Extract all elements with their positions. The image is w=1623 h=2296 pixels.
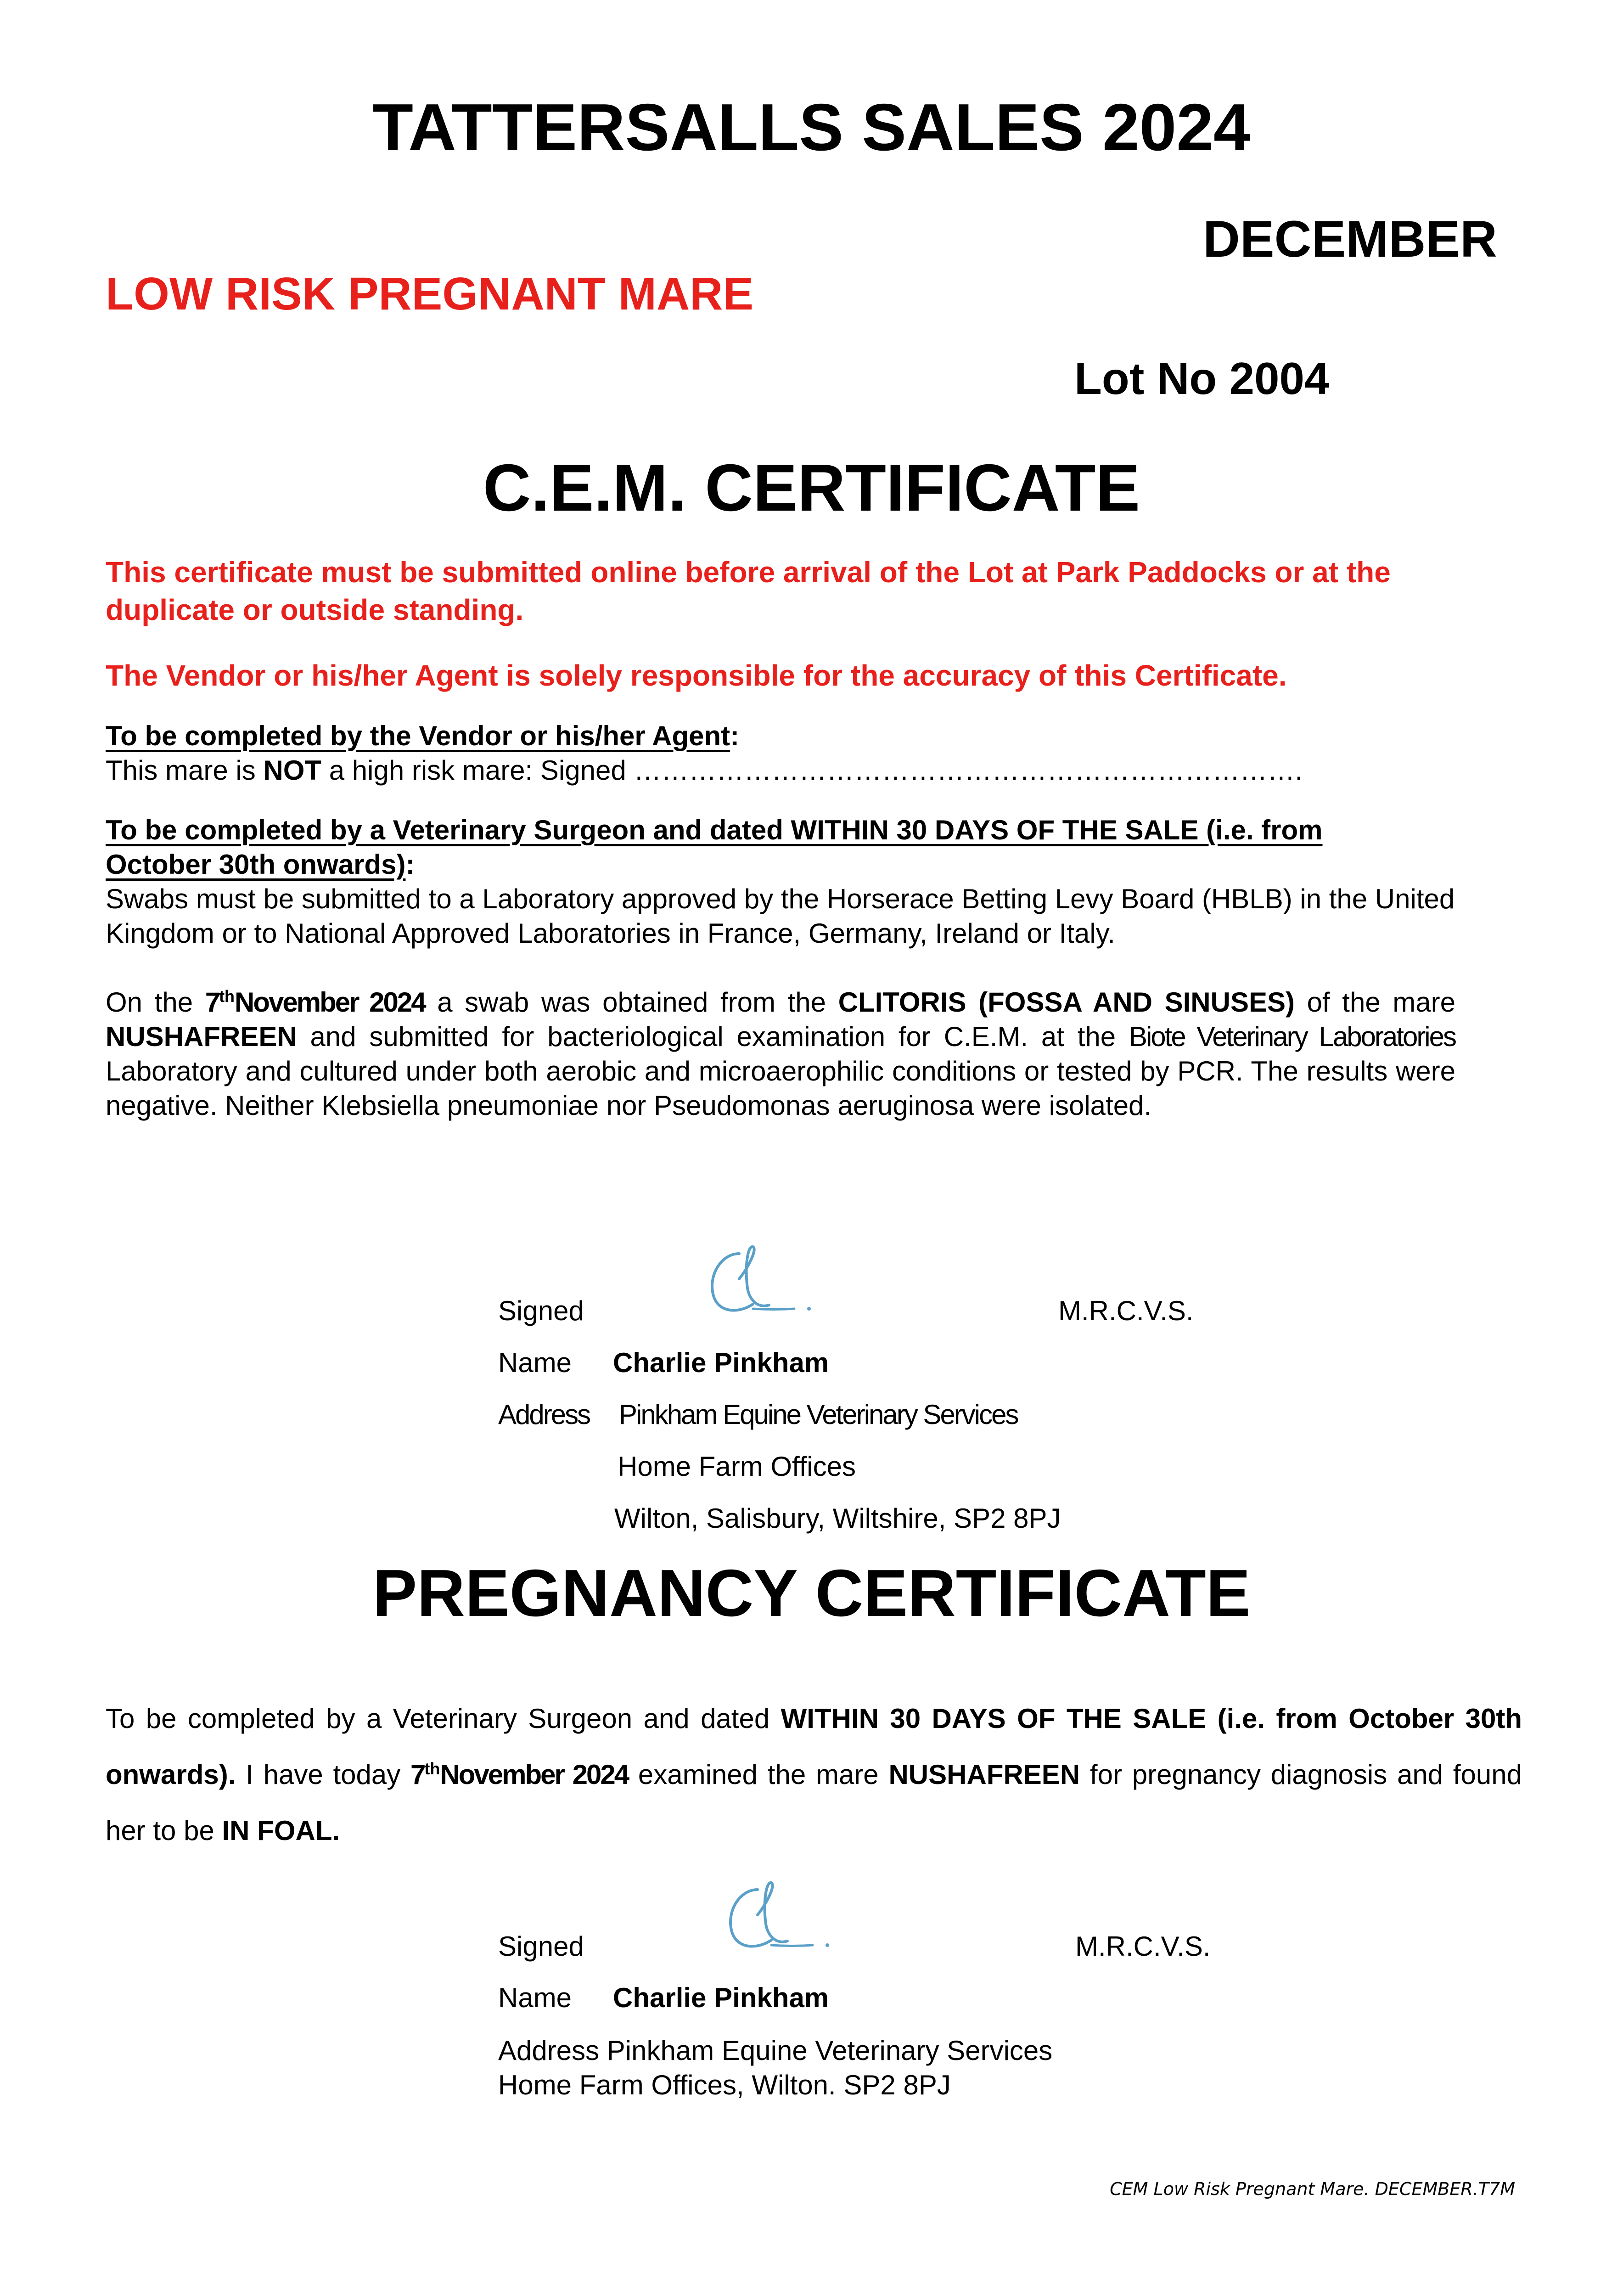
mare-category: LOW RISK PREGNANT MARE [106, 268, 754, 320]
cem-name-label: Name [498, 1347, 572, 1378]
pregnancy-address-label: Address [498, 2035, 600, 2066]
cem-vet-name: Charlie Pinkham [613, 1347, 829, 1378]
vet-heading: To be completed by a Veterinary Surgeon and dated WITHIN 30 DAYS OF THE SALE (i.e. from October 30th onwards): [106, 815, 1323, 880]
cem-title: C.E.M. CERTIFICATE [483, 450, 1140, 525]
cem-signed-label: Signed [498, 1295, 584, 1326]
pregnancy-qualification: M.R.C.V.S. [1075, 1931, 1211, 1962]
pregnancy-vet-name: Charlie Pinkham [613, 1982, 829, 2013]
cem-address-line1: Pinkham Equine Veterinary Services [619, 1399, 1018, 1430]
swabs-instruction: Swabs must be submitted to a Laboratory approved by the Horserace Betting Levy Board (HBLB) in the United Kingdom or to National Approved Laboratories in France, Germany, Ireland or Italy. [106, 884, 1455, 949]
cem-qualification: M.R.C.V.S. [1058, 1295, 1194, 1326]
accuracy-notice: The Vendor or his/her Agent is solely responsible for the accuracy of this Certificate. [106, 659, 1287, 692]
lot-number: Lot No 2004 [1074, 353, 1330, 404]
pregnancy-address-line2: Home Farm Offices, Wilton. SP2 8PJ [498, 2070, 951, 2100]
swab-examination-statement: On the 7thNovember 2024 a swab was obtained from the CLITORIS (FOSSA AND SINUSES) of the mare NUSHAFREEN and submitted for bacteriological examination for C.E.M. at the Biote Veterinary Laboratories Laboratory and cultured under both aerobic and microaerophilic conditions or tested by PCR. The results were negative. Neither Klebsiella pneumoniae nor Pseudomonas aeruginosa were isolated. [106, 987, 1456, 1121]
pregnancy-vet-signature-image [707, 1874, 845, 1965]
pregnancy-address-line1: Pinkham Equine Veterinary Services [607, 2035, 1053, 2066]
pregnancy-signed-label: Signed [498, 1931, 584, 1962]
submission-notice: This certificate must be submitted online before arrival of the Lot at Park Paddocks or at the duplicate or outside standing. [106, 556, 1391, 626]
cem-address-line3: Wilton, Salisbury, Wiltshire, SP2 8PJ [614, 1503, 1061, 1534]
sale-month: DECEMBER [1203, 210, 1497, 268]
footer-reference: CEM Low Risk Pregnant Mare. DECEMBER.T7M [1110, 2179, 1515, 2199]
vendor-section [106, 719, 1529, 788]
cem-vet-signature-image [689, 1240, 826, 1332]
vendor-heading: To be completed by the Vendor or his/her Agent: [106, 720, 740, 751]
sales-title: TATTERSALLS SALES 2024 [372, 90, 1251, 164]
pregnancy-name-label: Name [498, 1982, 572, 2013]
pregnancy-statement: To be completed by a Veterinary Surgeon and dated WITHIN 30 DAYS OF THE SALE (i.e. from October 30th onwards). I have today 7thNovember 2024 examined the mare NUSHAFREEN for pregnancy diagnosis and found her to be IN FOAL. [106, 1703, 1522, 1846]
cem-address-label: Address [498, 1399, 590, 1430]
vendor-declaration: This mare is NOT a high risk mare: Signed ………………………………………………………………. [106, 755, 1303, 786]
pregnancy-title: PREGNANCY CERTIFICATE [372, 1556, 1251, 1630]
pregnancy-address-block [498, 2033, 1052, 2102]
cem-address-line2: Home Farm Offices [618, 1451, 856, 1482]
vet-section [106, 813, 1423, 882]
